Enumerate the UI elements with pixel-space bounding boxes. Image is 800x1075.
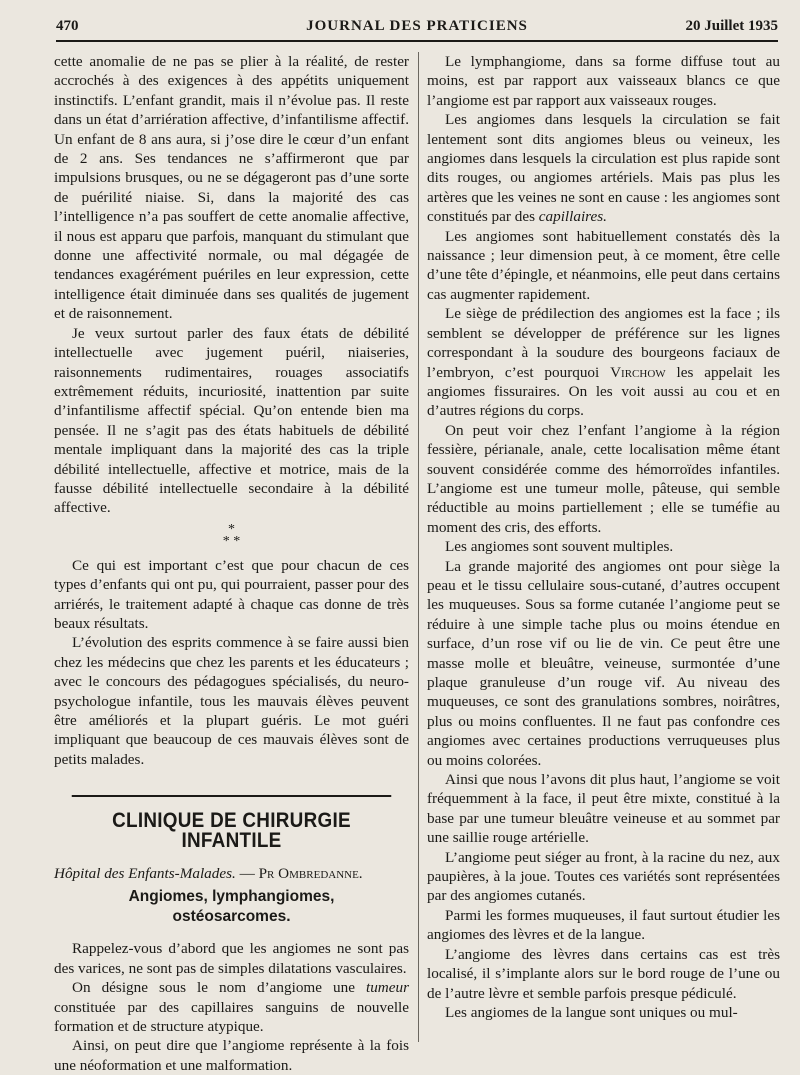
paragraph: Le lymphangiome, dans sa forme diffuse tout au moins, est par rapport aux vaisseaux blancs ce que l’angiome est par rapport aux vaisseaux rouges.	[427, 53, 780, 109]
paragraph: La grande majorité des angiomes ont pour siège la peau et le tissu cellulaire sous-cutané, d’autres occupent les muqueuses. Sous sa forme cutanée l’angiome peut se réduire à une simple tache plus ou moins étendue en surface, d’un rose vif ou lie de vin. Ce peut être une masse molle et bleuâtre, veineuse, surmontée d’une plaque granuleuse d’un rouge vif. Au niveau des muqueuses, ce sont des granulations sombres, noirâtres, plus ou moins confluentes. Il ne faut pas confondre ces angiomes avec certaines productions verruqueuses plus ou moins colorées.	[427, 557, 780, 769]
journal-title: JOURNAL DES PRATICIENS	[306, 18, 528, 34]
section-title: CLINIQUE DE CHIRURGIE INFANTILE	[72, 795, 392, 850]
article-title-line-1: Angiomes, lymphangiomes,	[128, 888, 335, 906]
paragraph	[54, 978, 409, 1036]
paragraph: Parmi les formes muqueuses, il faut surtout étudier les angiomes des lèvres et de la langue.	[427, 906, 780, 944]
author-name: Virchow	[610, 363, 666, 381]
hospital-line	[54, 864, 409, 883]
paragraph: Ce qui est important c’est que pour chacun de ces types d’enfants qui ont pu, qui pourraient, passer pour des arriérés, le traitement adapté à chaque cas donne de très beaux résultats.	[54, 556, 409, 632]
emphasis: tumeur	[365, 979, 409, 997]
separator-star-top: *	[228, 521, 235, 537]
paragraph: L’angiome des lèvres dans certains cas est très localisé, il s’implante alors sur le bord rouge de l’une ou de l’autre lèvre et semble parfois presque pédiculé.	[427, 945, 780, 1002]
article-title-line-2: ostéosarcomes.	[172, 908, 291, 926]
paragraph: Je veux surtout parler des faux états de débilité intellectuelle avec jugement puéril, niaiseries, raisonnements rudimentaires, rouages associatifs extrêmement réduits, incuriosité, inattention par suite d’infantilisme affectif spécial. Qu’on entende bien ma pensée. Il ne s’agit pas des états habituels de débilité mentale impliquant dans la majorité des cas la triple débilité intellectuelle, affective et motrice, mais de la fausse débilité intellectuelle secondaire à la débilité affective.	[54, 324, 409, 517]
text-run: les appelait les angiomes fissuraires. On les voit aussi au cou et en d’autres régions du corps.	[427, 363, 780, 420]
page-header	[56, 14, 778, 42]
text-run: On désigne sous le nom d’angiome une	[72, 979, 366, 997]
text-run: Le siège de prédilection des angiomes est la face ; ils semblent se développer de préférence sur les lignes correspondant à la soudure des bourgeons faciaux de l’embryon, c’est pourquoi	[427, 305, 780, 381]
paragraph: Les angiomes sont habituellement constatés dès la naissance ; leur dimension peut, à ce moment, être celle d’une tête d’épingle, et néanmoins, elle peut dans certains cas augmenter rapidement.	[427, 227, 780, 303]
paragraph: L’angiome peut siéger au front, à la racine du nez, aux paupières, à la joue. Toutes ces variétés sont représentées par des angiomes cutanés.	[427, 848, 780, 905]
column-divider	[418, 52, 419, 1042]
section-separator	[54, 521, 409, 549]
paragraph: Ainsi, on peut dire que l’angiome représente à la fois une néoformation et une malformation.	[54, 1037, 409, 1074]
paragraph: Les angiomes sont souvent multiples.	[445, 538, 674, 556]
article-title	[54, 887, 409, 927]
hospital-name: Hôpital des Enfants-Malades.	[54, 865, 236, 883]
paragraph: Rappelez-vous d’abord que les angiomes ne sont pas des varices, ne sont pas de simples dilatations vasculaires.	[54, 940, 409, 977]
paragraph: Ainsi que nous l’avons dit plus haut, l’angiome se voit fréquemment à la face, il peut être mixte, constitué à la base par une tumeur bleuâtre veineuse et au sommet par une saillie rouge artérielle.	[427, 771, 780, 847]
separator-stars-bottom: * *	[222, 533, 241, 549]
left-column	[54, 52, 409, 1075]
page-number: 470	[56, 18, 79, 34]
paragraph: Les angiomes de la langue sont uniques ou mul-	[445, 1003, 738, 1021]
professor-name: Pr Ombredanne.	[258, 865, 363, 883]
text-run: constituée par des capillaires sanguins de nouvelle formation et de structure atypique.	[54, 998, 409, 1036]
hospital-separator: —	[235, 865, 259, 883]
right-column	[427, 52, 780, 1022]
paragraph: L’évolution des esprits commence à se faire aussi bien chez les médecins que chez les parents et les éducateurs ; avec le concours des pédagogues spécialisés, du neuro-psychologue infantile, tous les mauvais élèves peuvent être améliorés et la plupart guéris. Le mot guéri impliquant que beaucoup de ces mauvais élèves sont de petits malades.	[54, 634, 409, 768]
text-run: Les angiomes dans lesquels la circulation se fait lentement sont dits angiomes bleus ou veineux, les angiomes dans lesquels la circulation est plus rapide sont dits rouges, ou angiomes artériels. Mais pas plus les artères que les veines ne sont en cause : les angiomes sont constitués par des	[427, 111, 780, 226]
emphasis: capillaires.	[538, 208, 607, 226]
paragraph	[427, 304, 780, 420]
paragraph: cette anomalie de ne pas se plier à la réalité, de rester accrochés à des exigences à des appétits uniquement instinctifs. L’enfant grandit, mais il n’évolue pas. Il reste dans un état d’arriération affective, d’infantilisme affectif. Un enfant de 8 ans aura, si j’ose dire le cœur d’un enfant de 2 ans. Ses tendances ne s’affirmeront que par impulsions brusques, ou ne se dégageront pas d’une sorte de puérilité niaise. Si, dans la majorité des cas l’intelligence n’a pas souffert de cette anomalie affective, il nous est apparu que parfois, manquant du stimulant que donne une affectivité normale, ou mal dégagée de tendances exagérément puériles en leur expression, cette intelligence était diminuée dans ses qualités de jugement et de raisonnement.	[54, 53, 409, 323]
paragraph	[427, 110, 780, 226]
paragraph: On peut voir chez l’enfant l’angiome à la région fessière, périanale, anale, cette localisation même étant souvent considérée comme des hémorroïdes infantiles. L’angiome est une tumeur molle, pâteuse, qui semble réductible au moins partiellement ; elle se tuméfie au moment des cris, des efforts.	[427, 421, 780, 536]
issue-date: 20 Juillet 1935	[685, 18, 778, 34]
